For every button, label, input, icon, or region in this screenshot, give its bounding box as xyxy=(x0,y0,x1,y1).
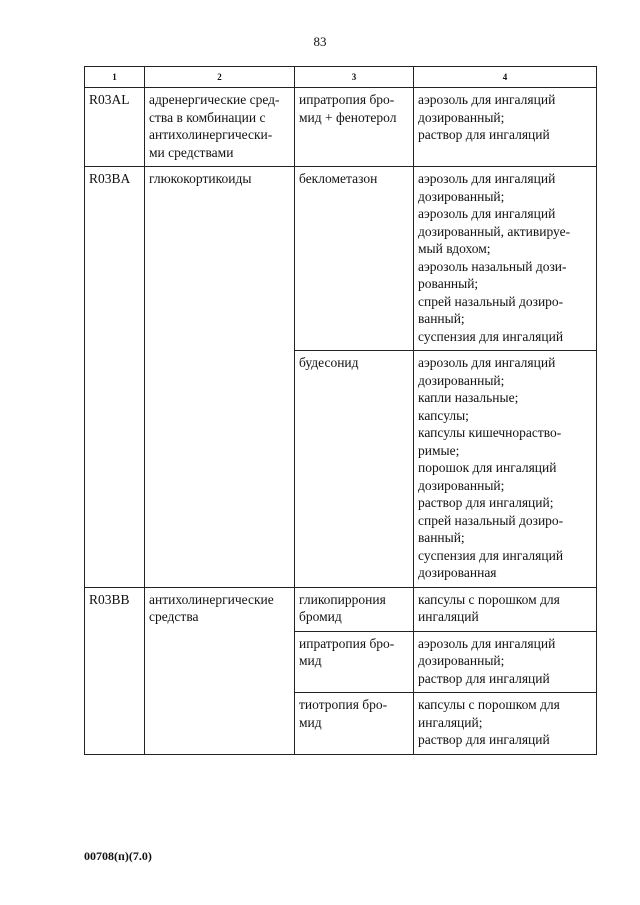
form-line: дозированный; xyxy=(418,188,505,204)
substance-name xyxy=(295,631,414,693)
atc-code: R03AL xyxy=(85,88,145,167)
dosage-forms xyxy=(414,351,597,588)
form-line: рованный; xyxy=(418,276,479,291)
form-line: суспензия для ингаляций xyxy=(418,328,564,344)
column-header-4: 4 xyxy=(414,67,597,88)
form-line: аэрозоль для ингаляций xyxy=(418,171,556,186)
table-row xyxy=(85,88,597,167)
form-line: дозированная xyxy=(418,565,497,580)
form-line: ванный; xyxy=(418,530,465,545)
dosage-forms xyxy=(414,693,597,755)
group-line: глюкокортикоиды xyxy=(149,171,252,186)
form-line: дозированный; xyxy=(418,109,505,125)
form-line: дозированный; xyxy=(418,477,505,493)
form-line: аэрозоль для ингаляций xyxy=(418,635,556,651)
form-line: раствор для ингаляций xyxy=(418,732,550,747)
substance-name xyxy=(295,88,414,167)
substance-line: ипратропия бро- xyxy=(299,635,395,651)
dosage-forms xyxy=(414,167,597,351)
form-line: капсулы с порошком для xyxy=(418,697,560,712)
group-line: ми средствами xyxy=(149,144,234,160)
form-line: мый вдохом; xyxy=(418,241,491,256)
substance-name xyxy=(295,693,414,755)
form-line: римые; xyxy=(418,442,460,458)
drug-table xyxy=(84,66,597,755)
form-line: ванный; xyxy=(418,311,465,326)
form-line: дозированный; xyxy=(418,372,505,388)
pharmacological-group xyxy=(145,167,295,588)
form-line: капсулы с порошком для xyxy=(418,591,560,607)
table-row xyxy=(85,587,597,631)
dosage-forms xyxy=(414,631,597,693)
column-header-3: 3 xyxy=(295,67,414,88)
substance-name xyxy=(295,587,414,631)
form-line: порошок для ингаляций xyxy=(418,460,557,475)
substance-line: ипратропия бро- xyxy=(299,92,395,107)
atc-code: R03BA xyxy=(85,167,145,588)
form-line: капли назальные; xyxy=(418,390,519,405)
group-line: антихолинергически- xyxy=(149,127,273,142)
form-line: аэрозоль для ингаляций xyxy=(418,206,556,221)
form-line: ингаляций; xyxy=(418,714,483,730)
form-line: капсулы; xyxy=(418,407,469,423)
form-line: ингаляций xyxy=(418,609,479,624)
group-line: адренергические сред- xyxy=(149,92,280,107)
column-header-1: 1 xyxy=(85,67,145,88)
substance-line: будесонид xyxy=(299,355,359,370)
pharmacological-group xyxy=(145,88,295,167)
page-number: 83 xyxy=(313,34,327,49)
form-line: раствор для ингаляций xyxy=(418,127,550,142)
substance-name xyxy=(295,351,414,588)
pharmacological-group xyxy=(145,587,295,754)
table-header-row xyxy=(85,67,597,88)
form-line: раствор для ингаляций xyxy=(418,670,550,686)
substance-name xyxy=(295,167,414,351)
substance-line: мид xyxy=(299,714,322,730)
form-line: аэрозоль для ингаляций xyxy=(418,355,556,370)
group-line: антихолинергические xyxy=(149,591,274,607)
atc-code: R03BB xyxy=(85,587,145,754)
column-header-2: 2 xyxy=(145,67,295,88)
substance-line: гликопиррония xyxy=(299,591,386,607)
substance-line: беклометазон xyxy=(299,171,378,186)
form-line: дозированный; xyxy=(418,653,505,668)
substance-line: мид xyxy=(299,653,322,668)
dosage-forms xyxy=(414,587,597,631)
form-line: дозированный, активируе- xyxy=(418,223,571,239)
form-line: аэрозоль назальный дози- xyxy=(418,258,567,274)
form-line: спрей назальный дозиро- xyxy=(418,512,564,528)
table-row xyxy=(85,167,597,351)
form-line: суспензия для ингаляций xyxy=(418,547,564,563)
dosage-forms xyxy=(414,88,597,167)
form-line: раствор для ингаляций; xyxy=(418,495,554,510)
document-footer-code: 00708(п)(7.0) xyxy=(84,849,152,863)
substance-line: мид + фенотерол xyxy=(299,109,397,125)
form-line: спрей назальный дозиро- xyxy=(418,293,564,309)
substance-line: бромид xyxy=(299,609,342,624)
group-line: средства xyxy=(149,609,199,624)
form-line: аэрозоль для ингаляций xyxy=(418,92,556,107)
form-line: капсулы кишечнораство- xyxy=(418,425,562,440)
substance-line: тиотропия бро- xyxy=(299,697,388,712)
group-line: ства в комбинации с xyxy=(149,109,266,125)
